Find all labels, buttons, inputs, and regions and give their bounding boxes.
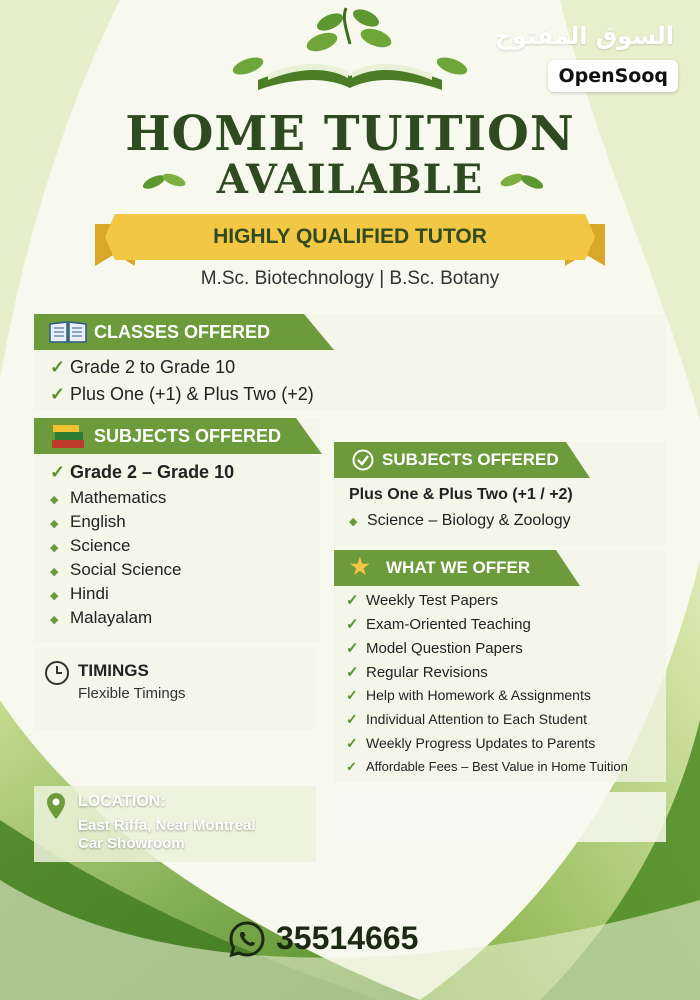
subjects-left-heading: ✓ Grade 2 – Grade 10 bbox=[50, 462, 235, 482]
list-item: ✓ Model Question Papers bbox=[346, 640, 523, 657]
location-title: LOCATION: bbox=[78, 793, 166, 810]
qualifications-text: M.Sc. Biotechnology | B.Sc. Botany bbox=[200, 268, 500, 289]
classes-offered-title: CLASSES OFFERED bbox=[94, 322, 271, 342]
classes-offered-tab bbox=[34, 314, 334, 350]
list-item: ◆ Science – Biology & Zoology bbox=[349, 512, 571, 529]
whatsapp-icon bbox=[228, 920, 266, 958]
check-icon: ✓ bbox=[346, 735, 358, 751]
list-item: ✓ Grade 2 to Grade 10 bbox=[50, 357, 236, 377]
check-circle-icon bbox=[352, 449, 374, 471]
what-we-offer-title: WHAT WE OFFER bbox=[386, 558, 531, 577]
check-icon: ✓ bbox=[50, 384, 66, 404]
stacked-books-icon bbox=[48, 422, 88, 450]
diamond-bullet-icon: ◆ bbox=[50, 518, 59, 530]
what-we-offer-tab bbox=[334, 550, 580, 586]
subjects-offered-tab-left bbox=[34, 418, 322, 454]
headline-home-tuition: HOME TUITION bbox=[125, 106, 575, 162]
ribbon-text: HIGHLY QUALIFIED TUTOR bbox=[213, 225, 487, 248]
list-item: ◆ Science bbox=[50, 536, 131, 555]
check-icon: ✓ bbox=[50, 357, 66, 377]
check-icon: ✓ bbox=[346, 640, 359, 657]
diamond-bullet-icon: ◆ bbox=[50, 494, 59, 506]
check-icon: ✓ bbox=[346, 711, 358, 727]
list-item: ✓ Exam-Oriented Teaching bbox=[346, 616, 531, 633]
list-item: ✓ Regular Revisions bbox=[346, 664, 488, 681]
clock-icon bbox=[44, 660, 70, 686]
diamond-bullet-icon: ◆ bbox=[50, 590, 59, 602]
check-icon: ✓ bbox=[346, 687, 358, 703]
location-line1: East Riffa, Near Montreal bbox=[78, 817, 256, 834]
diamond-bullet-icon: ◆ bbox=[50, 542, 59, 554]
open-book-sprout-icon bbox=[218, 4, 482, 96]
list-item: ✓ Individual Attention to Each Student bbox=[346, 711, 588, 727]
location-line2: Car Showroom bbox=[78, 835, 185, 852]
diamond-bullet-icon: ◆ bbox=[50, 614, 59, 626]
location-pin-icon bbox=[46, 792, 66, 820]
check-icon: ✓ bbox=[346, 592, 359, 609]
list-item: ◆ Mathematics bbox=[50, 488, 167, 507]
check-icon: ✓ bbox=[346, 616, 359, 633]
list-item: ◆ English bbox=[50, 512, 126, 531]
list-item: ◆ Hindi bbox=[50, 584, 109, 603]
list-item: ✓ Affordable Fees – Best Value in Home Tuition bbox=[346, 759, 628, 774]
list-item: ✓ Plus One (+1) & Plus Two (+2) bbox=[50, 384, 314, 404]
open-book-icon bbox=[48, 320, 88, 344]
list-item: ◆ Malayalam bbox=[50, 608, 153, 627]
headline-available: AVAILABLE bbox=[216, 156, 484, 203]
list-item: ✓ Help with Homework & Assignments bbox=[346, 687, 591, 703]
diamond-bullet-icon: ◆ bbox=[50, 566, 59, 578]
list-item: ✓ Weekly Test Papers bbox=[346, 592, 499, 609]
subjects-offered-title-left: SUBJECTS OFFERED bbox=[94, 426, 282, 446]
check-icon: ✓ bbox=[346, 759, 357, 774]
check-icon: ✓ bbox=[50, 462, 66, 482]
list-item: ✓ Weekly Progress Updates to Parents bbox=[346, 735, 596, 751]
empty-panel bbox=[334, 792, 666, 842]
list-item: ◆ Social Science bbox=[50, 560, 182, 579]
star-icon: ★ bbox=[350, 554, 370, 579]
qualified-tutor-ribbon bbox=[95, 214, 605, 266]
leaf-icon bbox=[498, 168, 548, 192]
check-icon: ✓ bbox=[346, 664, 359, 681]
leaf-icon bbox=[140, 168, 190, 192]
opensooq-logo: OpenSooq bbox=[548, 60, 678, 92]
diamond-bullet-icon: ◆ bbox=[349, 516, 358, 528]
timings-value: Flexible Timings bbox=[78, 685, 186, 702]
subjects-offered-tab-right bbox=[334, 442, 590, 478]
subjects-right-heading: Plus One & Plus Two (+1 / +2) bbox=[349, 486, 573, 503]
opensooq-arabic-watermark: السوق المفتوح bbox=[494, 22, 674, 50]
timings-title: TIMINGS bbox=[78, 661, 149, 680]
phone-number[interactable]: 35514665 bbox=[276, 920, 419, 956]
subjects-offered-title-right: SUBJECTS OFFERED bbox=[382, 450, 559, 469]
